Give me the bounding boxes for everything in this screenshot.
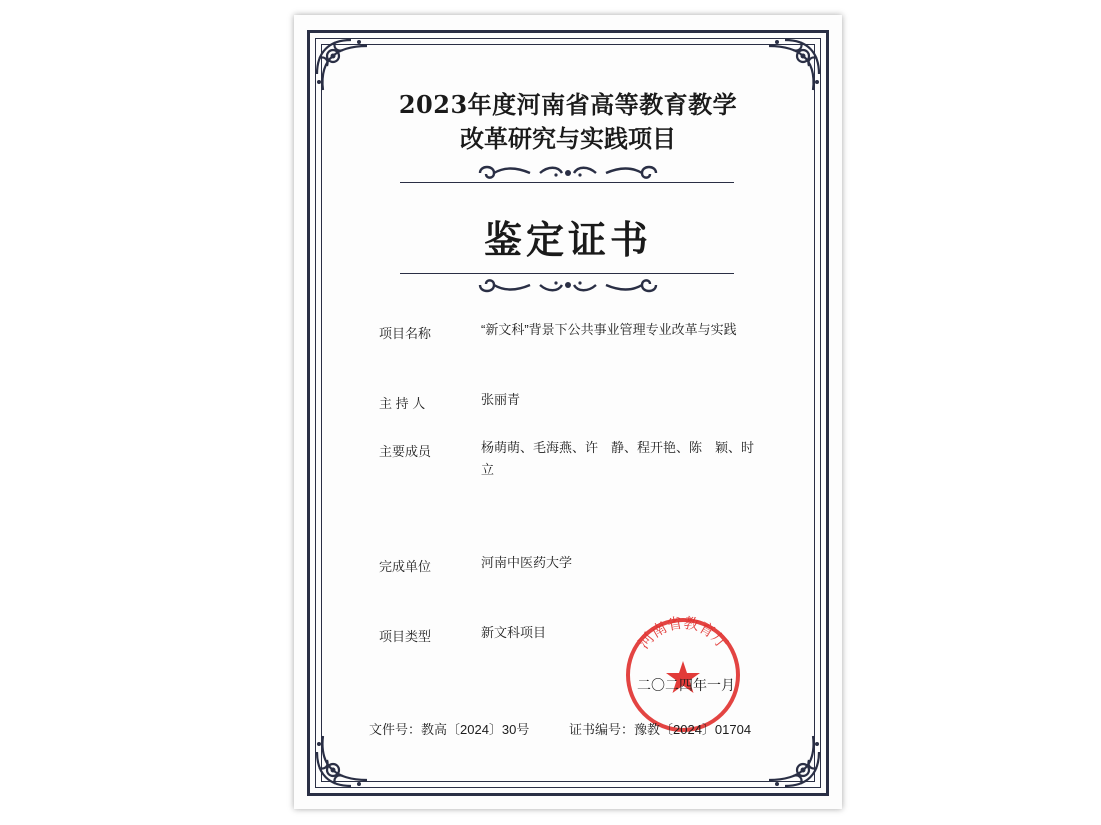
certificate-heading: 鉴定证书 [483,217,652,262]
host-label: 主 持 人 [379,396,426,411]
project-type-label: 项目类型 [379,629,432,644]
certificate-page [294,15,842,809]
title-line-2: 改革研究与实践项目 [460,124,676,153]
file-number: 文件号：教高〔2024〕30号 [369,722,530,737]
corner-ornament-icon [311,730,373,792]
scroll-ornament-icon [470,275,666,297]
scroll-ornament-icon [470,161,666,183]
unit-value: 河南中医药大学 [481,555,573,570]
members-value: 杨萌萌、毛海燕、许 静、程开艳、陈 颖、时 立 [481,440,768,477]
host-value: 张丽青 [481,392,521,407]
svg-text:河南省教育厅: 河南省教育厅 [634,613,732,653]
unit-label: 完成单位 [379,559,432,574]
issue-date: 二〇二四年一月 [637,677,735,693]
project-name-value: “新文科”背景下公共事业管理专业改革与实践 [481,322,737,337]
members-label: 主要成员 [379,444,432,459]
project-name-label: 项目名称 [379,326,432,341]
certificate-number: 证书编号：豫教〔2024〕01704 [569,722,752,737]
divider-bottom [400,273,734,274]
project-type-value: 新文科项目 [481,625,547,640]
title-line-1: 2023年度河南省高等教育教学 [398,90,738,119]
corner-ornament-icon [763,730,825,792]
